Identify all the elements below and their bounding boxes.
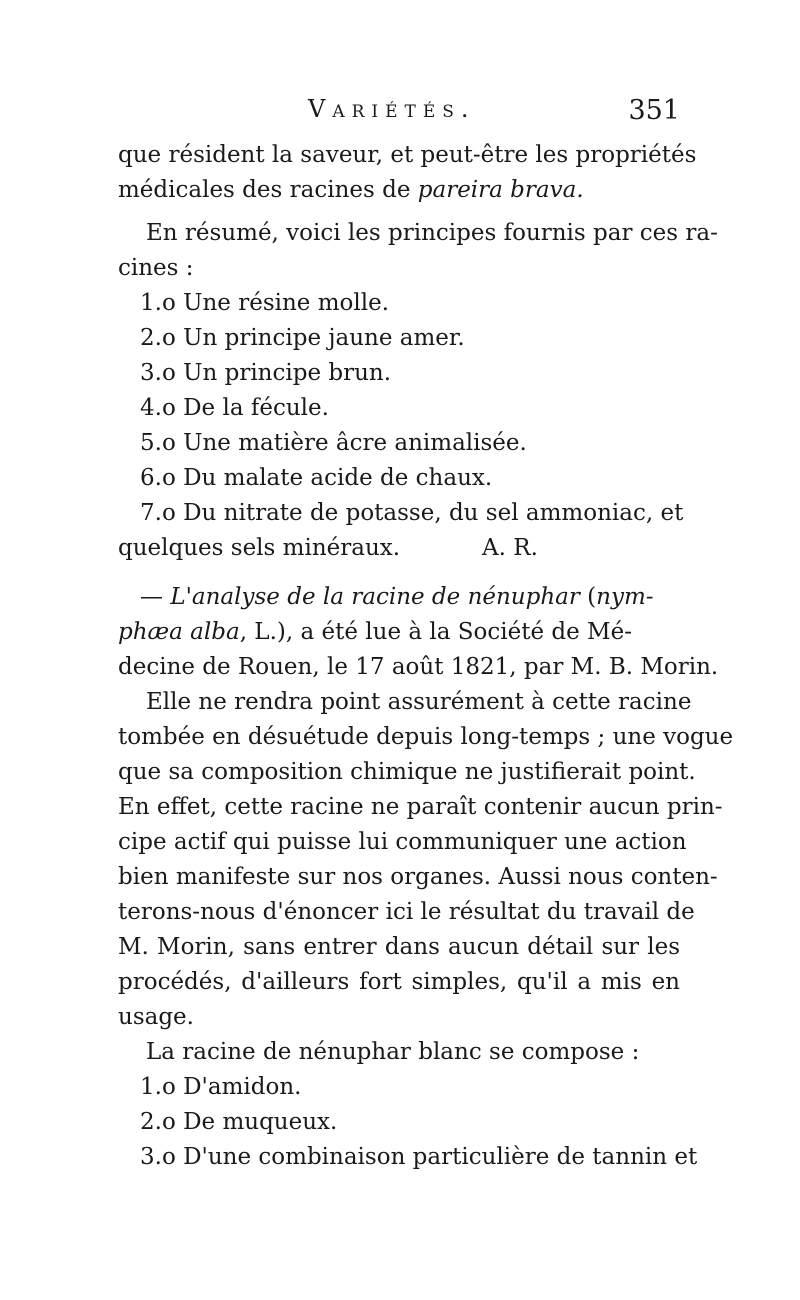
- text-line: terons-nous d'énoncer ici le résultat du travail de: [118, 899, 695, 925]
- list-item: 5.o Une matière âcre animalisée.: [140, 430, 527, 456]
- text-fragment: , L.), a été lue à la Société de Mé-: [239, 619, 632, 645]
- author-signature: A. R.: [482, 535, 538, 561]
- text-fragment: quelques sels minéraux.: [118, 535, 401, 561]
- list-item: 3.o D'une combinaison particulière de tannin et: [140, 1144, 698, 1170]
- species-name: nym-: [596, 584, 654, 610]
- paragraph-start: La racine de nénuphar blanc se compose :: [146, 1039, 640, 1065]
- text-line: [118, 615, 680, 650]
- paren: (: [579, 584, 597, 610]
- list-item: 1.o Une résine molle.: [140, 290, 390, 316]
- text-line: cipe actif qui puisse lui communiquer une action: [118, 829, 687, 855]
- list-item: 6.o Du malate acide de chaux.: [140, 465, 493, 491]
- text-line: En effet, cette racine ne paraît contenir aucun prin-: [118, 794, 723, 820]
- list-item: 7.o Du nitrate de potasse, du sel ammoniac, et: [140, 500, 684, 526]
- text-line: bien manifeste sur nos organes. Aussi nous conten-: [118, 864, 718, 890]
- text-line: M. Morin, sans entrer dans aucun détail sur les: [118, 934, 680, 960]
- text-line: [118, 531, 680, 566]
- paragraph-start: Elle ne rendra point assurément à cette racine: [146, 689, 692, 715]
- species-name: phæa alba: [118, 619, 240, 645]
- page-header: [118, 95, 680, 131]
- text-line: usage.: [118, 1004, 194, 1030]
- body-text: [118, 138, 734, 1175]
- page-number: 351: [628, 95, 680, 126]
- list-item: 3.o Un principe brun.: [140, 360, 392, 386]
- list-item: 2.o Un principe jaune amer.: [140, 325, 465, 351]
- list-item: 1.o D'amidon.: [140, 1074, 302, 1100]
- paragraph-start: En résumé, voici les principes fournis par ces ra-: [146, 220, 718, 246]
- article-title: L'analyse de la racine de nénuphar: [170, 584, 580, 610]
- list-item: 4.o De la fécule.: [140, 395, 329, 421]
- list-item: 2.o De muqueux.: [140, 1109, 338, 1135]
- dash: —: [140, 584, 171, 610]
- article-title-line: [118, 580, 680, 615]
- text-fragment: médicales des racines de: [118, 177, 411, 203]
- running-title: Variétés.: [308, 95, 476, 123]
- text-line: decine de Rouen, le 17 août 1821, par M. B. Morin.: [118, 654, 719, 680]
- text-line: procédés, d'ailleurs fort simples, qu'il a mis en: [118, 969, 680, 995]
- text-line: que résident la saveur, et peut-être les propriétés: [118, 142, 697, 168]
- text-line: que sa composition chimique ne justifierait point.: [118, 759, 696, 785]
- text-line: tombée en désuétude depuis long-temps ; une vogue: [118, 724, 734, 750]
- text-line: cines :: [118, 255, 194, 281]
- italic-term: pareira brava.: [417, 177, 584, 203]
- text-line: [118, 173, 680, 208]
